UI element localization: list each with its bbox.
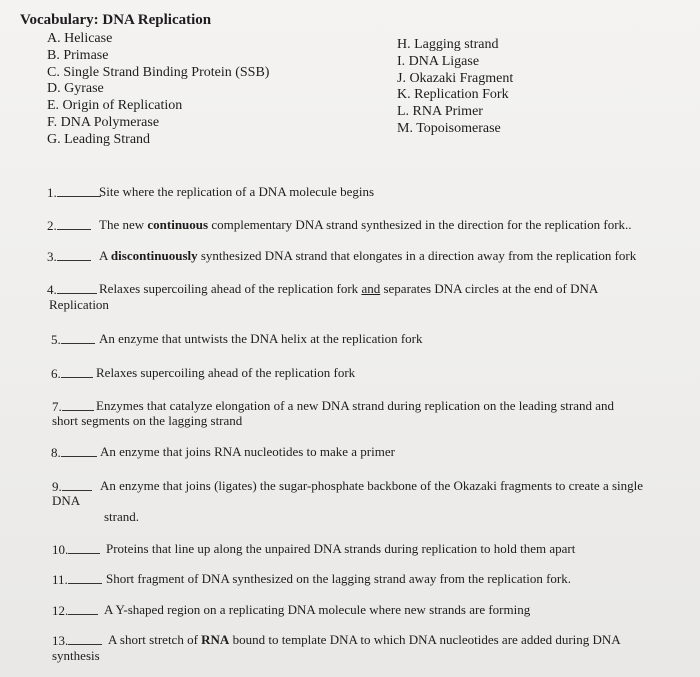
vocab-item: M. Topoisomerase xyxy=(397,120,501,136)
vocab-item: L. RNA Primer xyxy=(397,104,483,120)
question-number: 11. xyxy=(52,571,102,588)
question-text: The new continuous complementary DNA strand synthesized in the direction for the replication fork.. xyxy=(99,217,632,232)
answer-blank[interactable] xyxy=(68,571,102,584)
vocab-item: A. Helicase xyxy=(47,31,113,46)
vocab-item: K. Replication Fork xyxy=(397,87,509,103)
question-text: Site where the replication of a DNA molecule begins xyxy=(99,184,375,199)
question-number: 13. xyxy=(52,632,102,649)
question-text: An enzyme that joins RNA nucleotides to make a primer xyxy=(100,444,395,459)
answer-blank[interactable] xyxy=(68,632,102,645)
vocab-item: J. Okazaki Fragment xyxy=(397,70,514,86)
question-number: 9. xyxy=(52,478,92,495)
question-text-continued: strand. xyxy=(104,509,140,524)
question-number: 7. xyxy=(52,398,94,415)
question-number: 8. xyxy=(51,444,97,461)
question-number: 4. xyxy=(47,281,97,298)
answer-blank[interactable] xyxy=(62,478,92,491)
question-number: 2. xyxy=(47,217,91,234)
answer-blank[interactable] xyxy=(57,281,97,294)
answer-blank[interactable] xyxy=(68,541,100,554)
vocab-item: C. Single Strand Binding Protein (SSB) xyxy=(47,64,270,80)
question-text: A Y-shaped region on a replicating DNA molecule where new strands are forming xyxy=(104,602,531,617)
question-text: A discontinuously synthesized DNA strand that elongates in a direction away from the replication fork xyxy=(99,248,637,263)
question-text: A short stretch of RNA bound to template DNA to which DNA nucleotides are added during DNA xyxy=(108,632,621,647)
question-number: 12. xyxy=(52,602,98,619)
question-text: Short fragment of DNA synthesized on the lagging strand away from the replication fork. xyxy=(106,571,571,586)
answer-blank[interactable] xyxy=(57,248,91,261)
question-text-continued: Replication xyxy=(49,297,109,312)
question-text: An enzyme that joins (ligates) the sugar-phosphate backbone of the Okazaki fragments to create a single xyxy=(100,478,644,493)
vocab-item: D. Gyrase xyxy=(47,81,104,97)
answer-blank[interactable] xyxy=(61,365,93,378)
question-text: Relaxes supercoiling ahead of the replication fork and separates DNA circles at the end of DNA xyxy=(99,281,599,296)
vocab-list-left xyxy=(47,31,269,149)
question-number: 5. xyxy=(51,331,95,348)
question-number: 1. xyxy=(47,184,101,201)
question-number: 6. xyxy=(51,365,93,382)
vocab-item: G. Leading Strand xyxy=(47,131,151,147)
vocab-item: F. DNA Polymerase xyxy=(47,114,160,130)
worksheet-title: Vocabulary: DNA Replication xyxy=(20,12,212,28)
answer-blank[interactable] xyxy=(57,217,91,230)
vocab-item: E. Origin of Replication xyxy=(47,98,183,114)
vocab-item: I. DNA Ligase xyxy=(397,53,480,69)
question-text: Enzymes that catalyze elongation of a new DNA strand during replication on the leading strand and xyxy=(96,398,615,413)
vocab-item: B. Primase xyxy=(47,47,109,63)
answer-blank[interactable] xyxy=(57,184,101,197)
question-text-continued: DNA xyxy=(52,493,81,508)
question-text-continued: synthesis xyxy=(52,648,100,663)
vocab-list-right xyxy=(397,37,513,138)
question-text: Relaxes supercoiling ahead of the replication fork xyxy=(96,365,356,380)
answer-blank[interactable] xyxy=(61,331,95,344)
answer-blank[interactable] xyxy=(62,398,94,411)
answer-blank[interactable] xyxy=(68,602,98,615)
question-text: Proteins that line up along the unpaired DNA strands during replication to hold them apart xyxy=(106,541,576,556)
answer-blank[interactable] xyxy=(61,444,97,457)
question-number: 3. xyxy=(47,248,91,265)
question-number: 10. xyxy=(52,541,100,558)
vocab-item: H. Lagging strand xyxy=(397,37,499,52)
question-text: An enzyme that untwists the DNA helix at the replication fork xyxy=(99,331,423,346)
question-text-continued: short segments on the lagging strand xyxy=(52,413,243,428)
